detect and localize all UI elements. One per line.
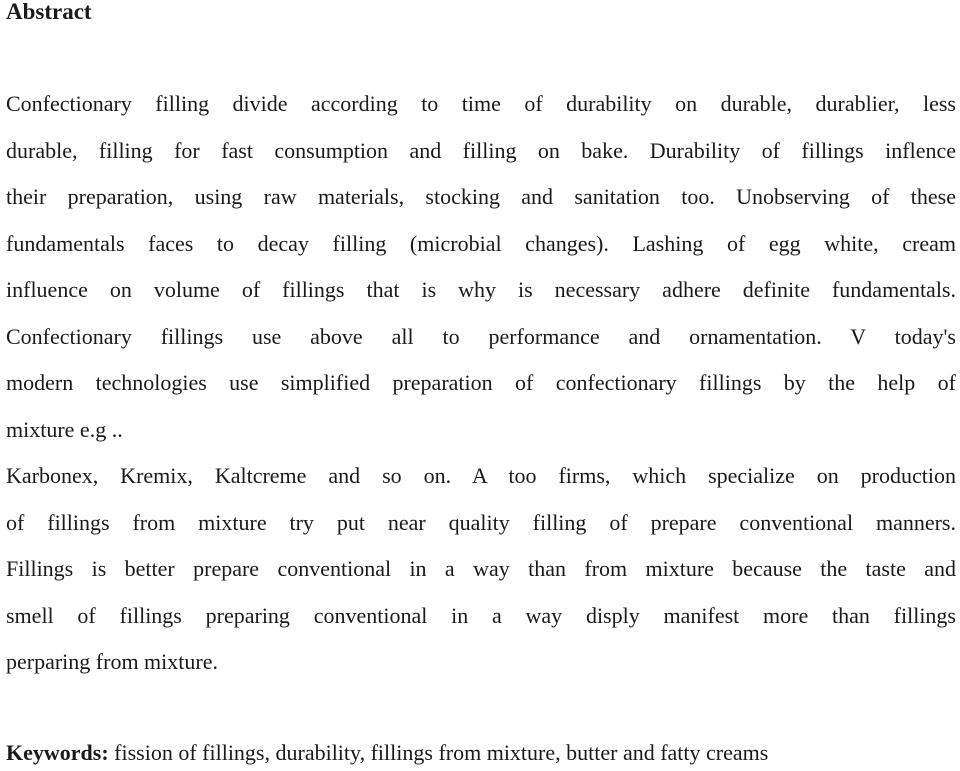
abstract-line: modern technologies use simplified preparation of confectionary fillings by the help of [6, 370, 956, 395]
abstract-line: Confectionary fillings use above all to performance and ornamentation. V today's [6, 323, 956, 349]
abstract-line: smell of fillings preparing conventional in a way disply manifest more than fillings [6, 602, 956, 628]
abstract-line: mixture e.g .. [6, 416, 123, 442]
abstract-line: perparing from mixture. [6, 649, 218, 674]
abstract-line: Karbonex, Kremix, Kaltcreme and so on. A too firms, which specialize on production [6, 463, 956, 488]
keywords-label: Keywords: [6, 740, 109, 765]
abstract-line: Confectionary filling divide according to time of durability on durable, durablier, less [6, 91, 956, 116]
abstract-line: influence on volume of fillings that is why is necessary adhere definite fundamentals. [6, 277, 956, 302]
abstract-line: durable, filling for fast consumption and filling on bake. Durability of fillings inflence [6, 137, 956, 163]
abstract-line: of fillings from mixture try put near quality filling of prepare conventional manners. [6, 509, 956, 535]
abstract-body [6, 87, 956, 692]
abstract-line: their preparation, using raw materials, stocking and sanitation too. Unobserving of these [6, 184, 956, 209]
keywords-text: fission of fillings, durability, fillings from mixture, butter and fatty creams [108, 740, 769, 765]
abstract-line: fundamentals faces to decay filling (microbial changes). Lashing of egg white, cream [6, 230, 956, 256]
abstract-line: Fillings is better prepare conventional in a way than from mixture because the taste and [6, 556, 956, 581]
keywords-line [6, 736, 768, 770]
abstract-heading: Abstract [6, 0, 92, 24]
